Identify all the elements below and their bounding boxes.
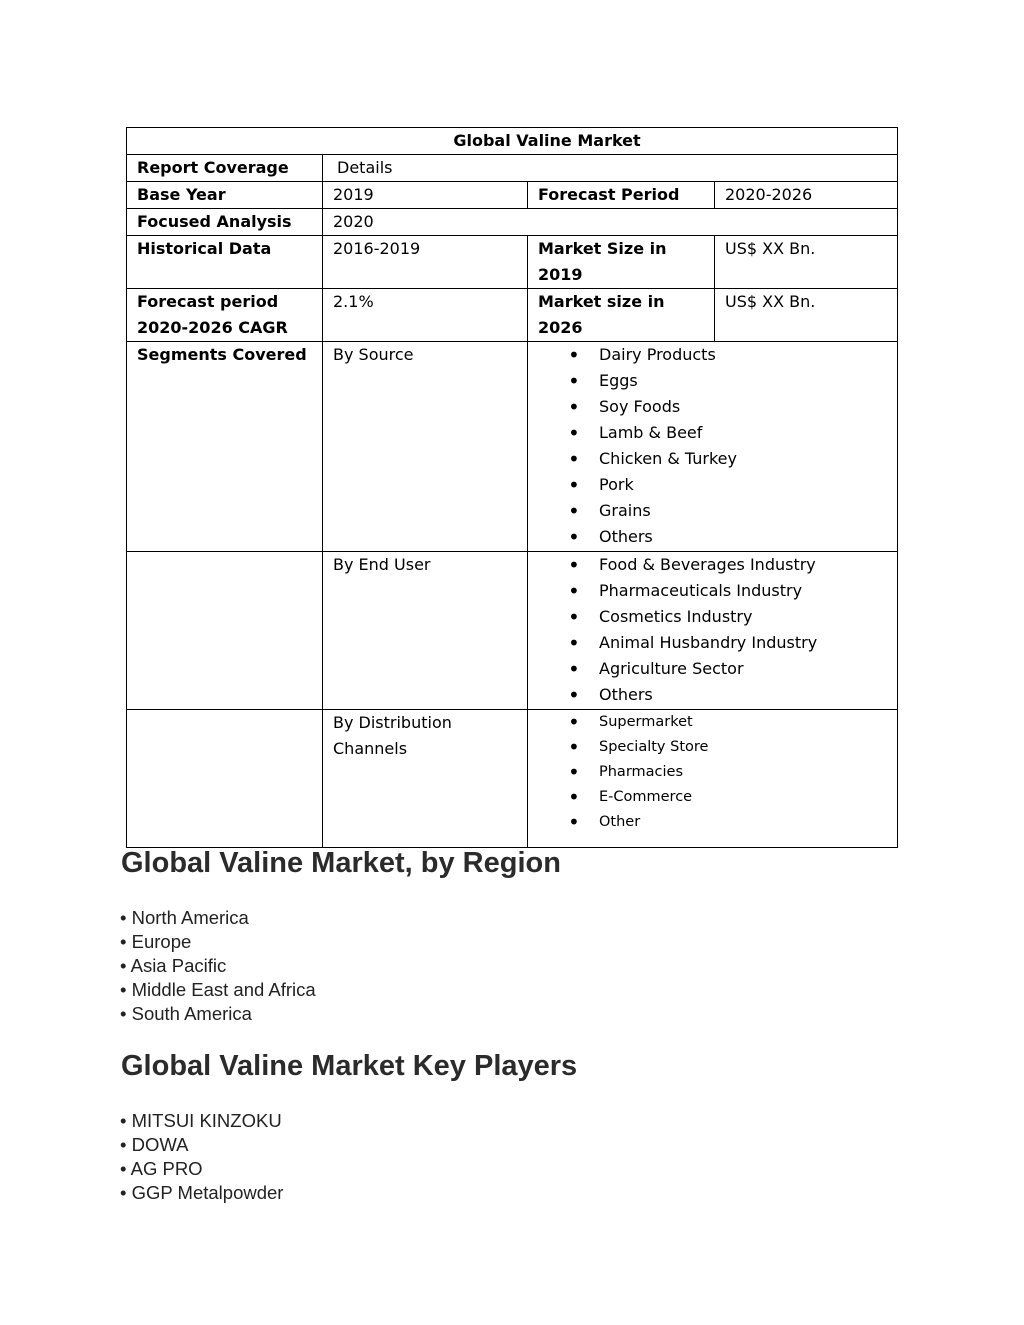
list-item: • Specialty Store xyxy=(568,735,887,760)
base-year-label: Base Year xyxy=(127,182,323,209)
segments-covered-label: Segments Covered xyxy=(127,342,323,552)
list-item: • North America xyxy=(120,906,316,930)
market-size-2019-label: Market Size in 2019 xyxy=(528,236,715,289)
segment-name: By Distribution Channels xyxy=(323,710,528,848)
list-item: • Pharmaceuticals Industry xyxy=(568,578,887,604)
key-players-list xyxy=(120,1109,283,1205)
base-year-value: 2019 xyxy=(323,182,528,209)
segment-items-list xyxy=(538,710,887,835)
list-item: • South America xyxy=(120,1002,316,1026)
list-item: • E-Commerce xyxy=(568,785,887,810)
list-item: • Eggs xyxy=(568,368,887,394)
market-size-2026-label: Market size in 2026 xyxy=(528,289,715,342)
forecast-period-value: 2020-2026 xyxy=(715,182,898,209)
region-list xyxy=(120,906,316,1026)
list-item: • Others xyxy=(568,524,887,550)
list-item: • Others xyxy=(568,682,887,708)
empty-cell xyxy=(127,552,323,710)
details-label: Details xyxy=(323,155,898,182)
list-item: • Pork xyxy=(568,472,887,498)
empty-cell xyxy=(127,710,323,848)
list-item: • Soy Foods xyxy=(568,394,887,420)
list-item: • Other xyxy=(568,810,887,835)
list-item: • Chicken & Turkey xyxy=(568,446,887,472)
focused-analysis-label: Focused Analysis xyxy=(127,209,323,236)
cagr-label: Forecast period 2020-2026 CAGR xyxy=(127,289,323,342)
list-item: • GGP Metalpowder xyxy=(120,1181,283,1205)
segment-items-list xyxy=(538,552,887,708)
region-heading: Global Valine Market, by Region xyxy=(121,847,561,879)
key-players-heading: Global Valine Market Key Players xyxy=(121,1050,578,1082)
list-item: • Middle East and Africa xyxy=(120,978,316,1002)
segment-name: By End User xyxy=(323,552,528,710)
market-size-2019-value: US$ XX Bn. xyxy=(715,236,898,289)
focused-analysis-value: 2020 xyxy=(323,209,898,236)
segment-items-list xyxy=(538,342,887,550)
list-item: • Pharmacies xyxy=(568,760,887,785)
table-title: Global Valine Market xyxy=(127,128,898,155)
list-item: • Supermarket xyxy=(568,710,887,735)
list-item: • Animal Husbandry Industry xyxy=(568,630,887,656)
list-item: • Asia Pacific xyxy=(120,954,316,978)
list-item: • Lamb & Beef xyxy=(568,420,887,446)
historical-data-value: 2016-2019 xyxy=(323,236,528,289)
segment-name: By Source xyxy=(323,342,528,552)
list-item: • Food & Beverages Industry xyxy=(568,552,887,578)
list-item: • Dairy Products xyxy=(568,342,887,368)
list-item: • AG PRO xyxy=(120,1157,283,1181)
market-size-2026-value: US$ XX Bn. xyxy=(715,289,898,342)
report-coverage-table xyxy=(126,127,898,848)
list-item: • MITSUI KINZOKU xyxy=(120,1109,283,1133)
list-item: • Europe xyxy=(120,930,316,954)
list-item: • Cosmetics Industry xyxy=(568,604,887,630)
list-item: • Grains xyxy=(568,498,887,524)
historical-data-label: Historical Data xyxy=(127,236,323,289)
forecast-period-label: Forecast Period xyxy=(528,182,715,209)
report-coverage-label: Report Coverage xyxy=(127,155,323,182)
list-item: • Agriculture Sector xyxy=(568,656,887,682)
cagr-value: 2.1% xyxy=(323,289,528,342)
list-item: • DOWA xyxy=(120,1133,283,1157)
